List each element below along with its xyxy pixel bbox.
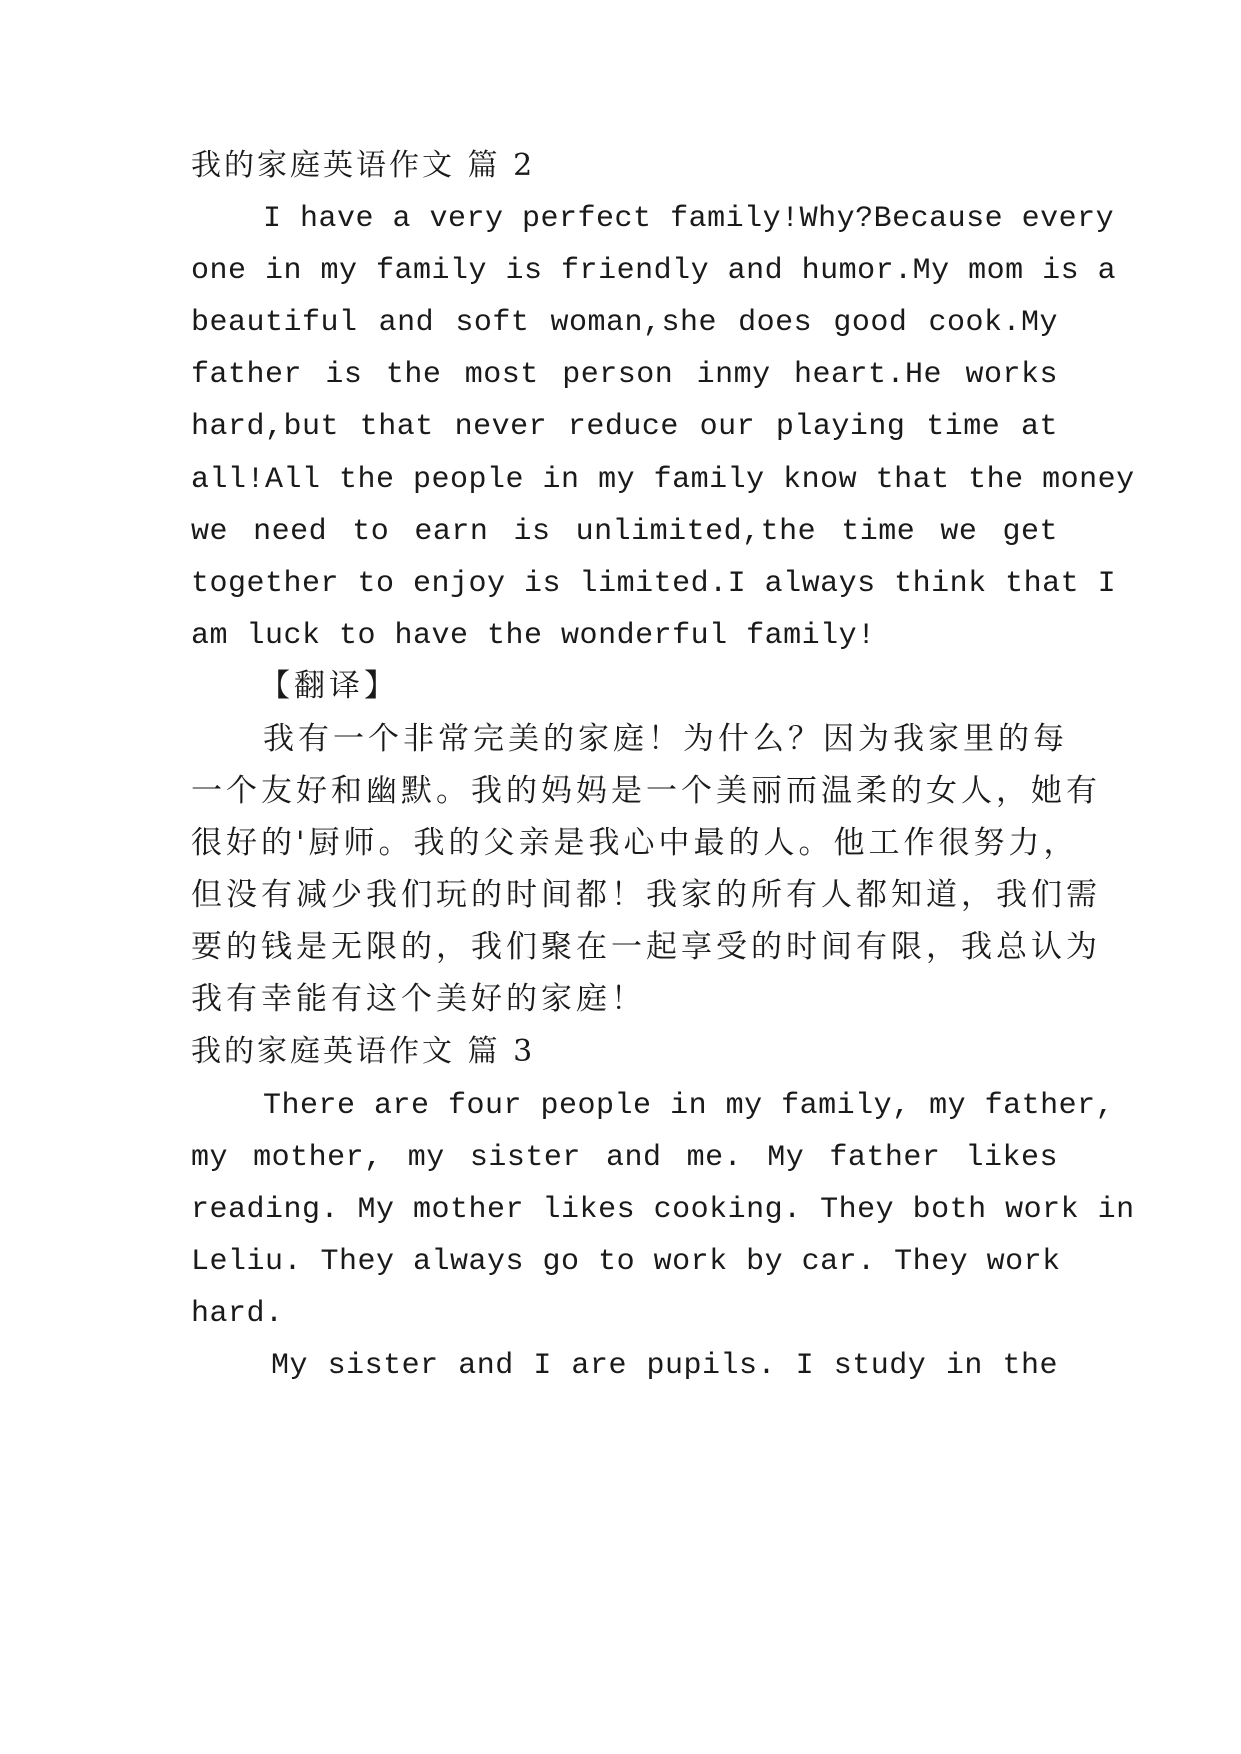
english-text-line: beautiful and soft woman,she does good cook.My bbox=[191, 306, 1058, 340]
english-text-line: hard,but that never reduce our playing time at bbox=[191, 410, 1058, 444]
chinese-text-line: 但没有减少我们玩的时间都！我家的所有人都知道，我们需 bbox=[191, 877, 1101, 913]
chinese-text-line: 我有一个非常完美的家庭！为什么？因为我家里的每 bbox=[263, 721, 1068, 757]
english-text-line: together to enjoy is limited.I always think that I bbox=[191, 567, 1117, 601]
english-text-line: There are four people in my family, my father, bbox=[263, 1089, 1115, 1123]
section-heading: 我的家庭英语作文 篇 2 bbox=[191, 148, 536, 183]
chinese-text-line: 很好的'厨师。我的父亲是我心中最的人。他工作很努力， bbox=[191, 825, 1079, 861]
english-text-line: reading. My mother likes cooking. They both work in bbox=[191, 1193, 1135, 1227]
translation-label: 【翻译】 bbox=[259, 668, 399, 704]
section-heading: 我的家庭英语作文 篇 3 bbox=[191, 1034, 536, 1069]
english-text-line: I have a very perfect family!Why?Because every bbox=[263, 202, 1115, 236]
chinese-text-line: 要的钱是无限的，我们聚在一起享受的时间有限，我总认为 bbox=[191, 929, 1101, 965]
chinese-text-line: 我有幸能有这个美好的家庭！ bbox=[191, 981, 646, 1017]
english-text-line: one in my family is friendly and humor.My mom is a bbox=[191, 254, 1117, 288]
english-text-line: father is the most person inmy heart.He works bbox=[191, 358, 1058, 392]
english-text-line: we need to earn is unlimited,the time we get bbox=[191, 515, 1058, 549]
english-text-line: all!All the people in my family know that the money bbox=[191, 463, 1135, 497]
english-text-line: am luck to have the wonderful family! bbox=[191, 619, 876, 653]
english-text-line: my mother, my sister and me. My father likes bbox=[191, 1141, 1058, 1175]
chinese-text-line: 一个友好和幽默。我的妈妈是一个美丽而温柔的女人，她有 bbox=[191, 773, 1101, 809]
english-text-line: hard. bbox=[191, 1297, 284, 1331]
english-text-line: My sister and I are pupils. I study in the bbox=[271, 1349, 1058, 1383]
english-text-line: Leliu. They always go to work by car. They work bbox=[191, 1245, 1061, 1279]
